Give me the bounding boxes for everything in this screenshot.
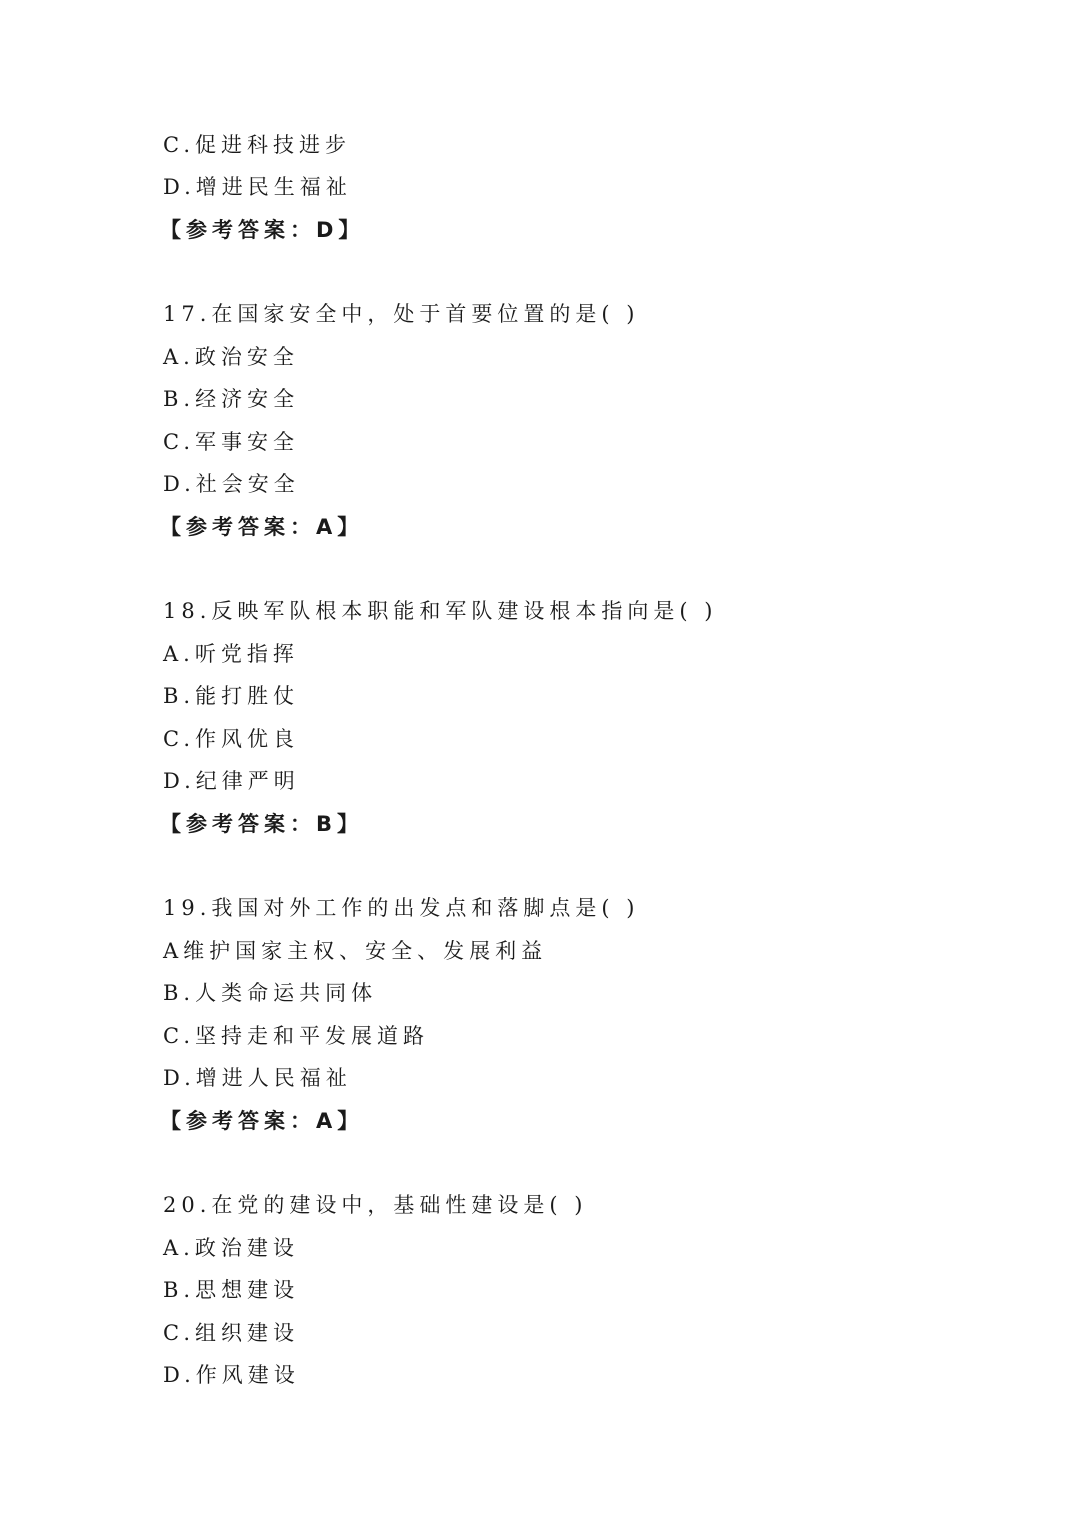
q19-stem: 19.我国对外工作的出发点和落脚点是( ) bbox=[163, 896, 640, 920]
q19-answer: 【参考答案：A】 bbox=[160, 1109, 364, 1133]
q20-option-b: B.思想建设 bbox=[163, 1278, 300, 1302]
q16-answer: 【参考答案：D】 bbox=[160, 218, 365, 242]
q17-option-d: D.社会安全 bbox=[163, 472, 300, 496]
q18-stem: 18.反映军队根本职能和军队建设根本指向是( ) bbox=[163, 599, 718, 623]
q16-option-c: C.促进科技进步 bbox=[163, 133, 351, 157]
q20-option-a: A.政治建设 bbox=[163, 1236, 299, 1260]
q17-option-a: A.政治安全 bbox=[163, 345, 299, 369]
q20-option-c: C.组织建设 bbox=[163, 1321, 299, 1345]
q20-stem: 20.在党的建设中，基础性建设是( ) bbox=[163, 1193, 588, 1217]
q17-answer: 【参考答案：A】 bbox=[160, 515, 364, 539]
q18-answer: 【参考答案：B】 bbox=[160, 812, 364, 836]
q17-stem: 17.在国家安全中，处于首要位置的是( ) bbox=[163, 302, 640, 326]
q17-option-b: B.经济安全 bbox=[163, 387, 300, 411]
q18-option-d: D.纪律严明 bbox=[163, 769, 300, 793]
q18-option-a: A.听党指挥 bbox=[163, 642, 299, 666]
q19-option-c: C.坚持走和平发展道路 bbox=[163, 1024, 429, 1048]
q19-option-a: A维护国家主权、安全、发展利益 bbox=[163, 939, 548, 963]
q20-option-d: D.作风建设 bbox=[163, 1363, 300, 1387]
q19-option-b: B.人类命运共同体 bbox=[163, 981, 378, 1005]
q18-option-b: B.能打胜仗 bbox=[163, 684, 300, 708]
q17-option-c: C.军事安全 bbox=[163, 430, 299, 454]
q19-option-d: D.增进人民福祉 bbox=[163, 1066, 352, 1090]
q18-option-c: C.作风优良 bbox=[163, 727, 299, 751]
q16-option-d: D.增进民生福祉 bbox=[163, 175, 352, 199]
